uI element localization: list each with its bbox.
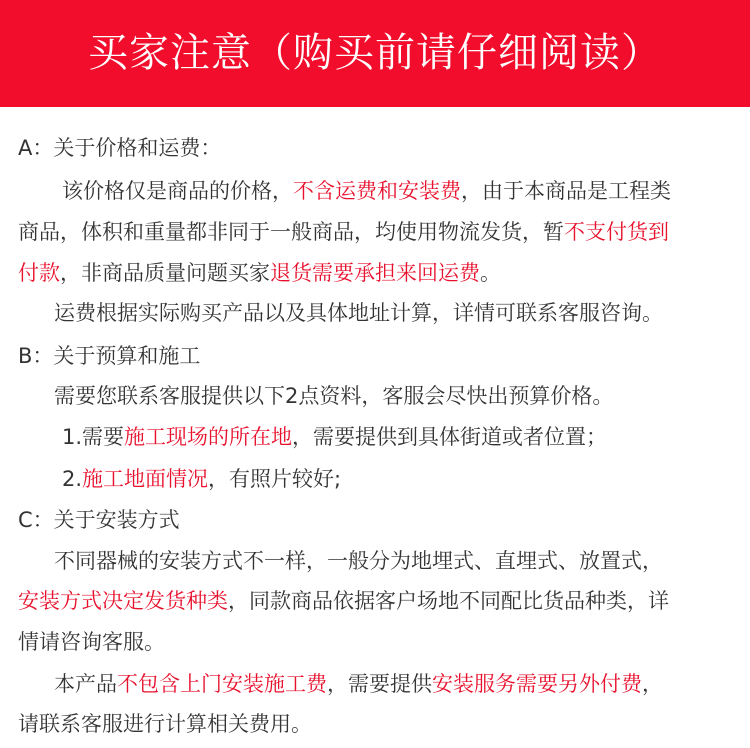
- section-b-intro: 需要您联系客服提供以下2点资料，客服会尽快出预算价格。: [54, 384, 614, 408]
- section-b-item1: [62, 424, 750, 450]
- highlight-text: 退货需要承担来回运费: [270, 261, 480, 285]
- text-span: 2.: [62, 467, 83, 491]
- header-banner: [0, 0, 750, 107]
- page-title: 买家注意（购买前请仔细阅读）: [88, 30, 662, 76]
- section-a-p1-line1: [62, 178, 750, 204]
- highlight-text: 不包含上门安装施工费: [117, 672, 327, 696]
- text-span: ，有照片较好;: [208, 467, 342, 491]
- section-c-p1-line2: [18, 588, 750, 614]
- text-span: 。: [480, 261, 501, 285]
- text-span: 该价格仅是商品的价格，: [62, 179, 293, 203]
- notice-content: [0, 107, 750, 748]
- highlight-text: 安装方式决定发货种类: [18, 589, 228, 613]
- highlight-text: 付款: [18, 261, 60, 285]
- section-c-p1-line1: 不同器械的安装方式不一样，一般分为地埋式、直埋式、放置式，: [54, 549, 663, 573]
- text-span: 1.需要: [62, 425, 125, 449]
- text-span: ，同款商品依据客户场地不同配比货品种类，详: [228, 589, 669, 613]
- text-span: ，由于本商品是工程类: [461, 179, 671, 203]
- highlight-text: 安装服务需要另外付费: [432, 672, 642, 696]
- section-c-p2-line2: 请联系客服进行计算相关费用。: [18, 712, 312, 736]
- section-a-p1-line3: [18, 260, 750, 286]
- section-a-p1-line2: [18, 219, 750, 245]
- highlight-text: 施工现场的所在地: [124, 425, 293, 449]
- highlight-text: 施工地面情况: [82, 467, 209, 491]
- section-c-p1-line3: 情请咨询客服。: [18, 630, 165, 654]
- text-span: 本产品: [54, 672, 117, 696]
- section-c-p2-line1: [54, 671, 750, 697]
- highlight-text: 不支付货到: [564, 220, 669, 244]
- text-span: ，需要提供: [327, 672, 432, 696]
- section-b-heading: B：关于预算和施工: [18, 344, 201, 368]
- section-a-heading: A：关于价格和运费：: [18, 136, 222, 160]
- text-span: ，: [642, 672, 663, 696]
- section-b-item2: [62, 466, 750, 492]
- text-span: 商品，体积和重量都非同于一般商品，均使用物流发货，暂: [18, 220, 564, 244]
- section-a-p2: 运费根据实际购买产品以及具体地址计算，详情可联系客服咨询。: [54, 301, 663, 325]
- text-span: ，非商品质量问题买家: [60, 261, 270, 285]
- section-c-heading: C：关于安装方式: [18, 508, 180, 532]
- text-span: ，需要提供到具体街道或者位置；: [292, 425, 608, 449]
- highlight-text: 不含运费和安装费: [293, 179, 461, 203]
